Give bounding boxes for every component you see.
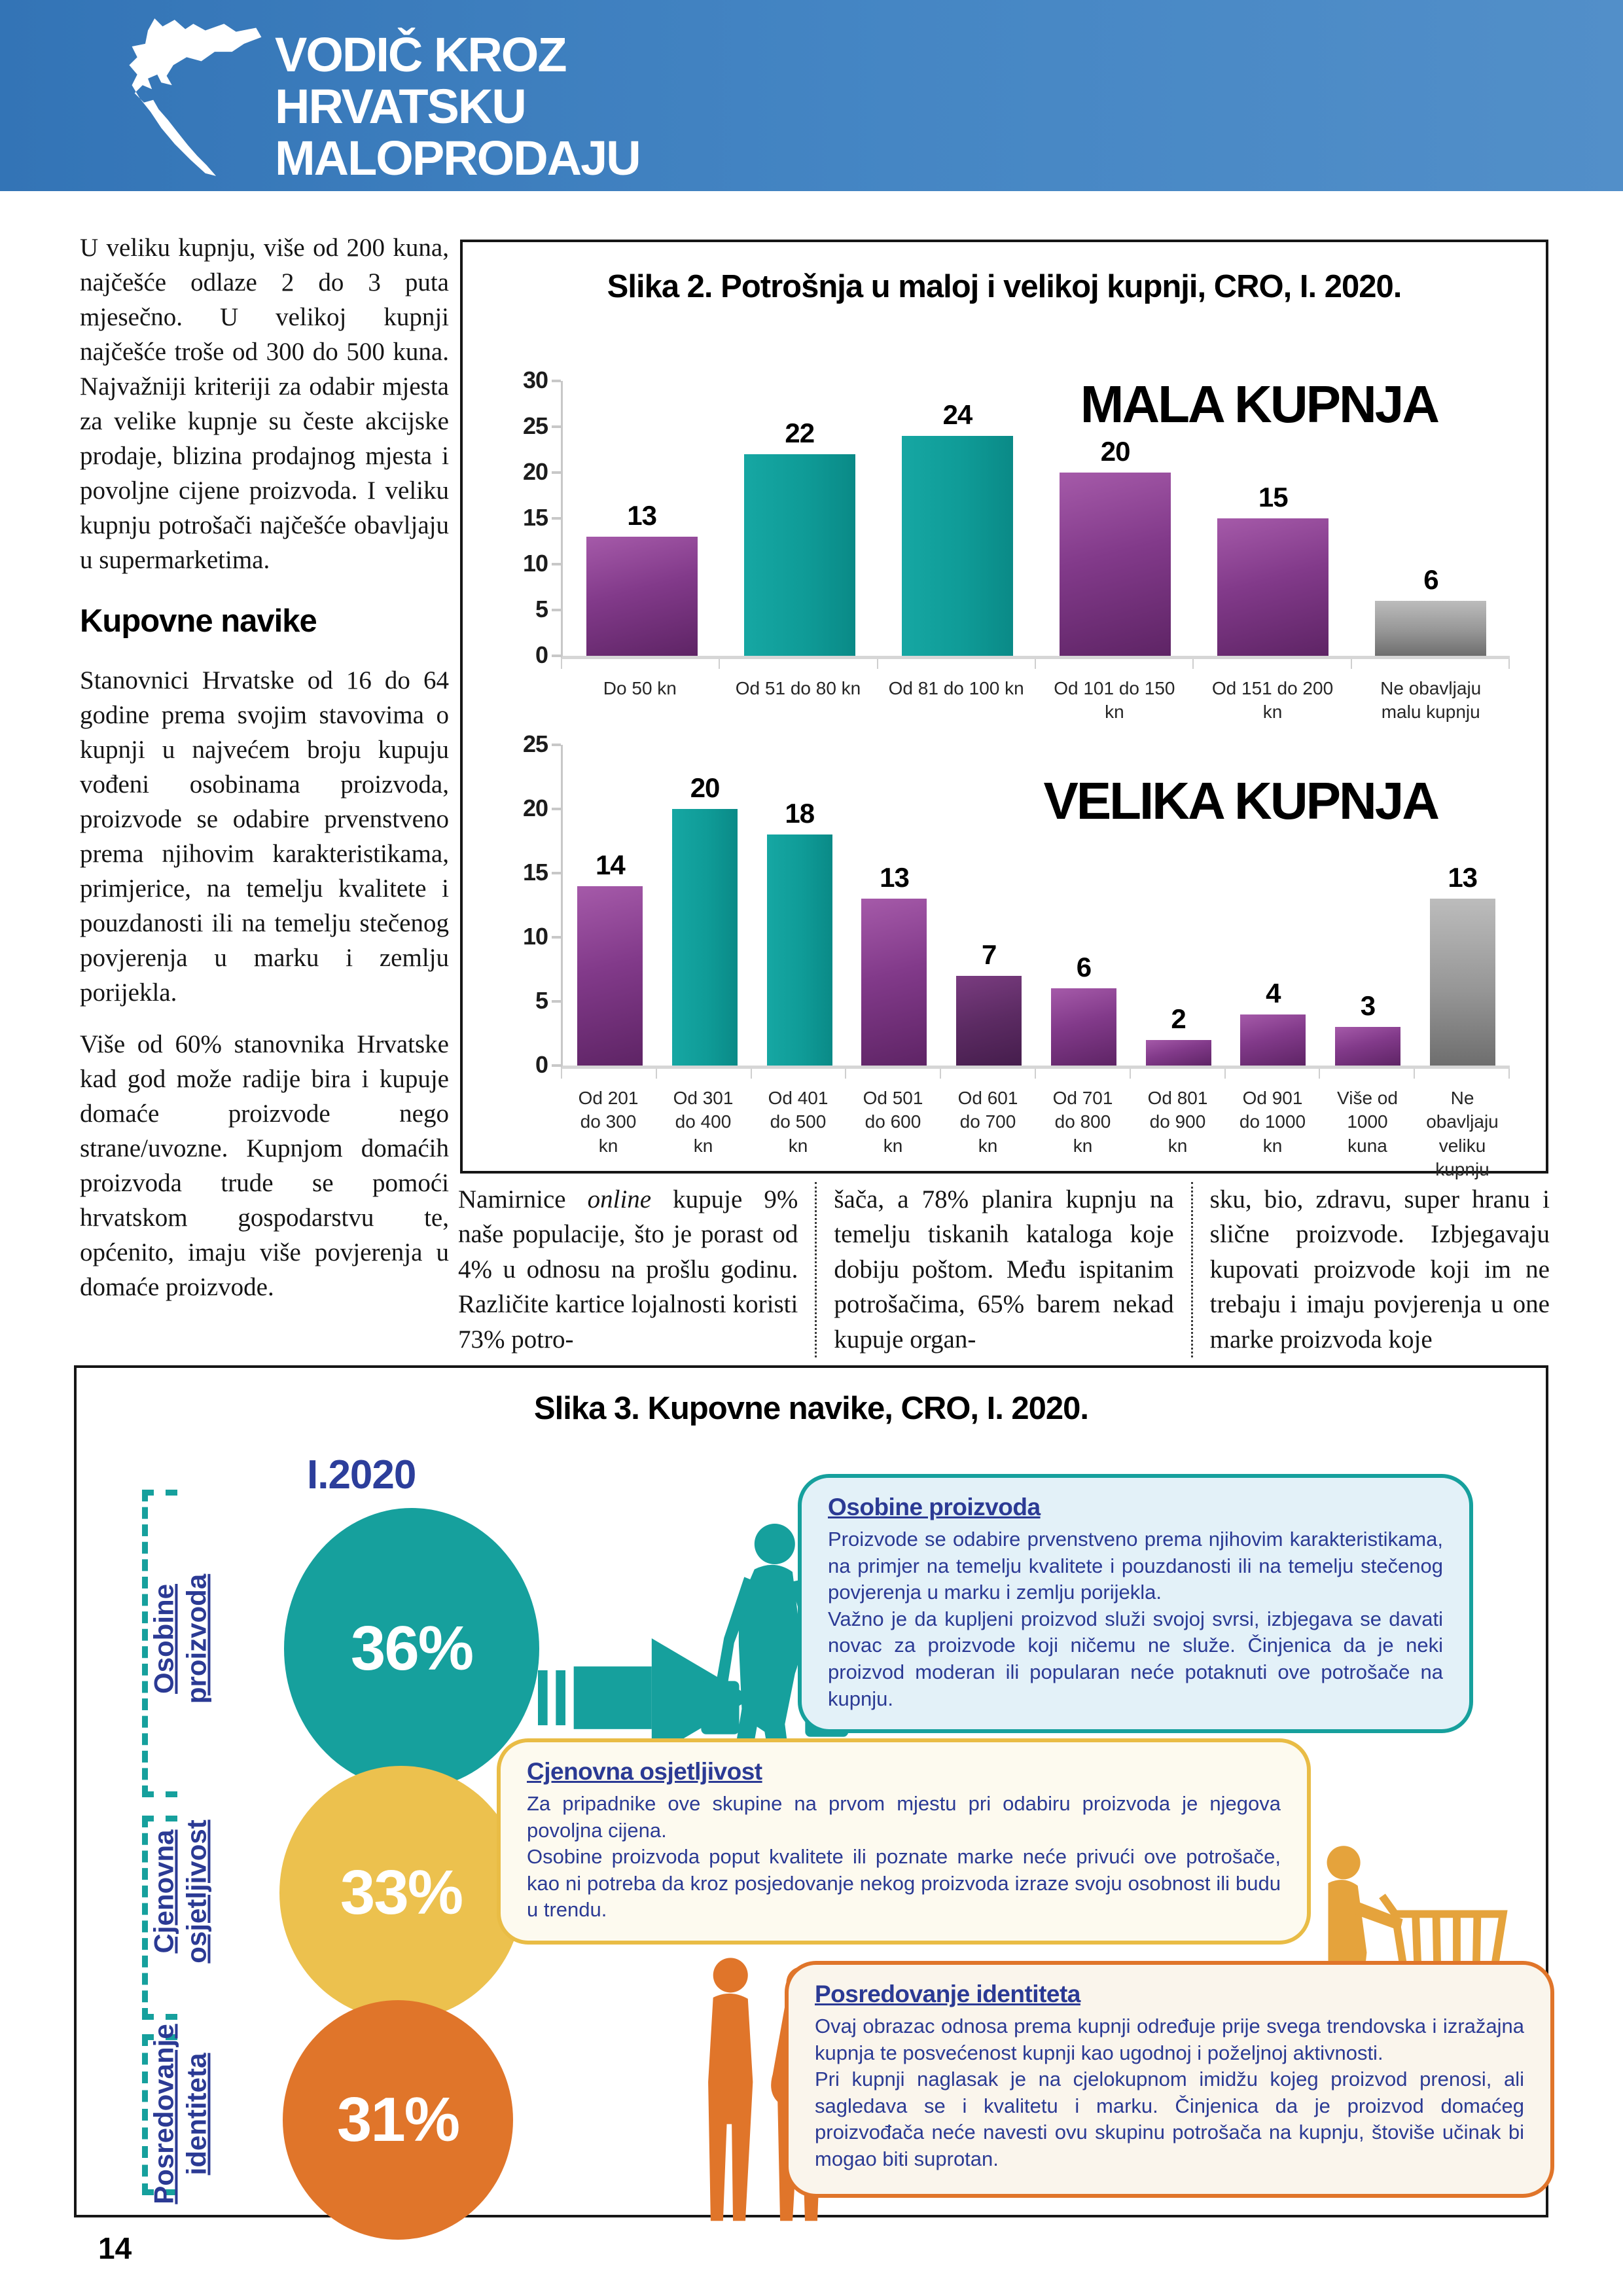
bar-column [847, 745, 942, 1066]
bottom-column-1 [458, 1182, 815, 1357]
section-heading-kupovne-navike: Kupovne navike [80, 603, 317, 639]
bar [672, 809, 738, 1066]
bar-value-label: 22 [785, 418, 815, 448]
y-axis-tick-mark [552, 563, 561, 565]
y-axis-tick-mark [552, 380, 561, 382]
x-axis-label: Do 50 kn [603, 678, 677, 698]
y-axis-tick-label: 0 [535, 641, 548, 668]
info-box-cjenovna-osjetljivost [497, 1738, 1311, 1945]
x-axis-label: Od 101 do 150 kn [1054, 678, 1175, 723]
bar [1146, 1040, 1211, 1066]
y-axis-tick-mark [552, 609, 561, 611]
y-axis-tick-label: 15 [522, 859, 548, 886]
col1-italic-online: online [587, 1185, 652, 1213]
bar-value-label: 13 [880, 862, 909, 893]
info-box-posredovanje-identiteta [785, 1961, 1554, 2198]
year-label: I.2020 [307, 1452, 416, 1498]
y-axis-tick-label: 15 [522, 504, 548, 531]
publication-title [275, 29, 640, 185]
x-axis-tick [1036, 659, 1194, 669]
bar [1217, 518, 1329, 656]
bar-value-label: 4 [1266, 977, 1281, 1009]
bar-value-label: 6 [1076, 952, 1092, 983]
bar-value-label: 2 [1171, 1003, 1186, 1034]
x-axis-label: Od 901 do 1000 kn [1239, 1088, 1306, 1156]
side-label-row2-line1: Cjenovna [148, 1829, 179, 1954]
x-axis-labels [561, 1079, 1510, 1182]
bar-value-label: 14 [595, 849, 625, 880]
chart-plot-area [522, 730, 1510, 1078]
percent-circle-33: 33% [279, 1766, 523, 2020]
bar-chart-mala-kupnja [499, 367, 1510, 725]
y-axis-tick-label: 5 [535, 596, 548, 622]
col1-pre: Namirnice [458, 1185, 588, 1213]
chart-title: VELIKA KUPNJA [1043, 772, 1438, 830]
left-text-column [80, 230, 449, 1322]
col1-post: kupuje 9% naše populacije, što je porast od 4% u odnosu na prošlu godinu. Različite kartice lojalnosti koristi 73% potro- [458, 1185, 798, 1354]
header-banner [0, 0, 1623, 191]
publication-title-line1: VODIČ KROZ [275, 27, 566, 82]
page-number: 14 [98, 2231, 132, 2265]
info-box1-para2: Važno je da kupljeni proizvod služi svojoj svrsi, izbjegava se davati novac za proizvode koji ničemu ne služe. Činjenica da je neki proizvod moderan ili popularan neće potaknuti ove potrošače na kupnju. [828, 1607, 1443, 1710]
bar [861, 899, 927, 1066]
figure2-title: Slika 2. Potrošnja u maloj i velikoj kupnji, CRO, I. 2020. [607, 269, 1402, 304]
info-box-osobine-proizvoda [798, 1474, 1473, 1733]
x-axis-tick [1226, 1069, 1321, 1079]
chart-title: MALA KUPNJA [1080, 375, 1438, 433]
bar [767, 834, 832, 1066]
figure3-infographic-box [74, 1365, 1548, 2217]
percent-circle-36: 36% [284, 1508, 539, 1789]
x-axis-label: Više od 1000 kuna [1337, 1088, 1398, 1156]
x-axis-tick [878, 659, 1036, 669]
bar [586, 537, 698, 656]
bar [577, 886, 643, 1066]
bar-column [563, 381, 721, 656]
x-axis-label: Od 401 do 500 kn [768, 1088, 829, 1156]
side-label-row1-line1: Osobine [148, 1583, 179, 1695]
x-axis-labels [561, 669, 1510, 725]
bottom-column-2: šača, a 78% planira kupnju na temelju tiskanih kataloga koje dobiju poštom. Među ispitanim potrošačima, 65% barem nekad kupuje organ- [815, 1182, 1190, 1357]
bar-value-label: 13 [627, 500, 656, 531]
x-axis-label: Ne obavljaju veliku kupnju [1426, 1088, 1499, 1180]
percent-circle-31: 31% [283, 2000, 513, 2240]
side-label-row3-line1: Posredovanje [148, 2024, 179, 2204]
bar-column [721, 381, 878, 656]
y-axis-tick-label: 25 [522, 412, 548, 439]
y-axis-tick-label: 0 [535, 1051, 548, 1078]
info-box2-para1: Za pripadnike ove skupine na prvom mjestu pri odabiru proizvoda je njegova povoljna cijena. [527, 1792, 1281, 1842]
info-box3-para2: Pri kupnji naglasak je na cjelokupnom imidžu kojeg proizvod prenosi, ali sagledava se i kvalitetu i marku. Činjenica da je proizvod domaćeg proizvođača neće navesti ovu skupinu potrošača na kupnju, štoviše učinak bi mogao biti suprotan. [815, 2068, 1524, 2171]
bottom-column-3: sku, bio, zdravu, super hranu i slične proizvode. Izbjegavaju kupovati proizvode koji im ne trebaju i imaju povjerenja u one marke proizvoda koje [1191, 1182, 1550, 1357]
y-axis-tick-mark [552, 655, 561, 657]
info-box1-title: Osobine proizvoda [828, 1494, 1041, 1520]
y-axis-tick-mark [552, 936, 561, 939]
x-axis-label: Od 601 do 700 kn [957, 1088, 1018, 1156]
y-axis-tick-mark [552, 1000, 561, 1003]
info-box2-para2: Osobine proizvoda poput kvalitete ili poznate marke neće privući ove potrošače, kao ni potreba da kroz posjedovanje nekog proizvoda izraze svoju osobnost ili budu u trendu. [527, 1845, 1281, 1922]
publication-title-line3: MALOPRODAJU [275, 131, 640, 186]
paragraph-shopping-habits: Stanovnici Hrvatske od 16 do 64 godine prema svojim stavovima o kupnji u najvećem broju kupuju vođeni osobinama proizvoda, proizvode se odabire prvenstveno prema njihovim karakteristikama, primjerice, na temelju kvalitete i pouzdanosti ili na temelju stečenog povjerenja u marku i zemlju porijekla. [80, 666, 449, 1007]
info-box1-para1: Proizvode se odabire prvenstveno prema njihovim karakteristikama, na primjer na temelju kvalitete i pouzdanosti ili na temelju stečenog povjerenja u marku i zemlju porijekla. [828, 1528, 1443, 1604]
bar [1060, 473, 1171, 656]
bar-value-label: 24 [942, 399, 972, 430]
y-axis-tick-mark [552, 471, 561, 474]
y-axis-tick-mark [552, 425, 561, 428]
x-axis-label: Ne obavljaju malu kupnju [1380, 678, 1482, 723]
x-axis-label: Od 801 do 900 kn [1147, 1088, 1208, 1156]
x-axis-label: Od 701 do 800 kn [1052, 1088, 1113, 1156]
bar-column [563, 745, 658, 1066]
bar-column [658, 745, 753, 1066]
x-axis-tick [1352, 659, 1510, 669]
bar-value-label: 20 [690, 772, 720, 803]
x-axis-ticks [561, 659, 1510, 669]
bar-value-label: 7 [981, 939, 997, 970]
x-axis-tick [941, 1069, 1036, 1079]
bar [1375, 601, 1486, 656]
bar-value-label: 18 [785, 798, 815, 829]
side-label-row1-line2: proizvoda [181, 1573, 211, 1704]
x-axis-tick [1194, 659, 1351, 669]
bar [902, 436, 1013, 656]
x-axis-tick [1415, 1069, 1510, 1079]
y-axis-tick-label: 25 [522, 730, 548, 757]
bar-column [942, 745, 1037, 1066]
figure2-chart-box [460, 240, 1548, 1180]
x-axis-label: Od 201 do 300 kn [578, 1088, 639, 1156]
bar-value-label: 15 [1258, 482, 1288, 512]
bar [1240, 1014, 1306, 1066]
y-axis-tick-mark [552, 744, 561, 746]
x-axis-tick [1131, 1069, 1226, 1079]
x-axis-tick [752, 1069, 847, 1079]
croatia-map-icon [92, 13, 268, 180]
bar [1335, 1027, 1400, 1066]
paragraph-domestic-products: Više od 60% stanovnika Hrvatske kad god može radije bira i kupuje domaće proizvode nego strane/uvozne. Kupnjom domaćih proizvoda trude se pomoći hrvatskom gospodarstvu te, općenito, imaju više povjerenja u domaće proizvode. [80, 1030, 449, 1302]
bar-column [878, 381, 1036, 656]
bar-column [752, 745, 847, 1066]
bottom-text-columns [458, 1182, 1550, 1357]
bar-chart-velika-kupnja [499, 730, 1510, 1182]
y-axis-tick-mark [552, 1064, 561, 1067]
bar [956, 976, 1022, 1066]
x-axis-ticks [561, 1069, 1510, 1079]
x-axis-tick [1036, 1069, 1131, 1079]
y-axis-tick-mark [552, 808, 561, 810]
y-axis-tick-label: 10 [522, 923, 548, 950]
x-axis-label: Od 501 do 600 kn [863, 1088, 923, 1156]
bar-value-label: 13 [1448, 862, 1478, 893]
bar [1430, 899, 1495, 1066]
info-box3-para1: Ovaj obrazac odnosa prema kupnji određuje prije svega trendovska i izražajna kupnja te posvećenost kupnji kao ugodnoj i poželjnoj aktivnosti. [815, 2015, 1524, 2064]
y-axis-tick-label: 5 [535, 987, 548, 1014]
side-label-row2-line2: osjetljivost [181, 1820, 211, 1964]
x-axis-tick [561, 659, 720, 669]
chart-plot-area [522, 367, 1510, 668]
y-axis-tick-mark [552, 872, 561, 874]
y-axis-tick-mark [552, 517, 561, 520]
figure3-title: Slika 3. Kupovne navike, CRO, I. 2020. [533, 1391, 1089, 1426]
y-axis-tick-label: 20 [522, 795, 548, 821]
x-axis-label: Od 151 do 200 kn [1211, 678, 1334, 723]
x-axis-tick [657, 1069, 752, 1079]
bar [744, 454, 855, 656]
x-axis-tick [720, 659, 878, 669]
x-axis-tick [846, 1069, 941, 1079]
x-axis-label: Od 81 do 100 kn [888, 678, 1024, 698]
bar-value-label: 3 [1360, 990, 1376, 1022]
paragraph-big-purchase: U veliku kupnju, više od 200 kuna, najčešće odlaze 2 do 3 puta mjesečno. U velikoj kupnji najčešće troše od 300 do 500 kuna. Najvažniji kriteriji za odabir mjesta za velike kupnje su česte akcijske prodaje, blizina prodajnog mjesta i povoljne cijene proizvoda. I veliku kupnju potrošači najčešće obavljaju u supermarketima. [80, 234, 449, 575]
bar-value-label: 6 [1423, 564, 1438, 595]
y-axis-tick-label: 30 [522, 367, 548, 393]
bar-value-label: 20 [1100, 436, 1130, 467]
y-axis-tick-label: 20 [522, 458, 548, 485]
x-axis-label: Od 51 do 80 kn [735, 678, 861, 698]
x-axis-label: Od 301 do 400 kn [673, 1088, 734, 1156]
publication-title-line2: HRVATSKU [275, 79, 526, 134]
y-axis-tick-label: 10 [522, 550, 548, 577]
info-box2-title: Cjenovna osjetljivost [527, 1758, 762, 1785]
x-axis-tick [1320, 1069, 1415, 1079]
x-axis-tick [561, 1069, 657, 1079]
info-box3-title: Posredovanje identiteta [815, 1981, 1080, 2007]
side-label-row3-line2: identiteta [181, 2053, 211, 2176]
bar [1051, 988, 1116, 1066]
